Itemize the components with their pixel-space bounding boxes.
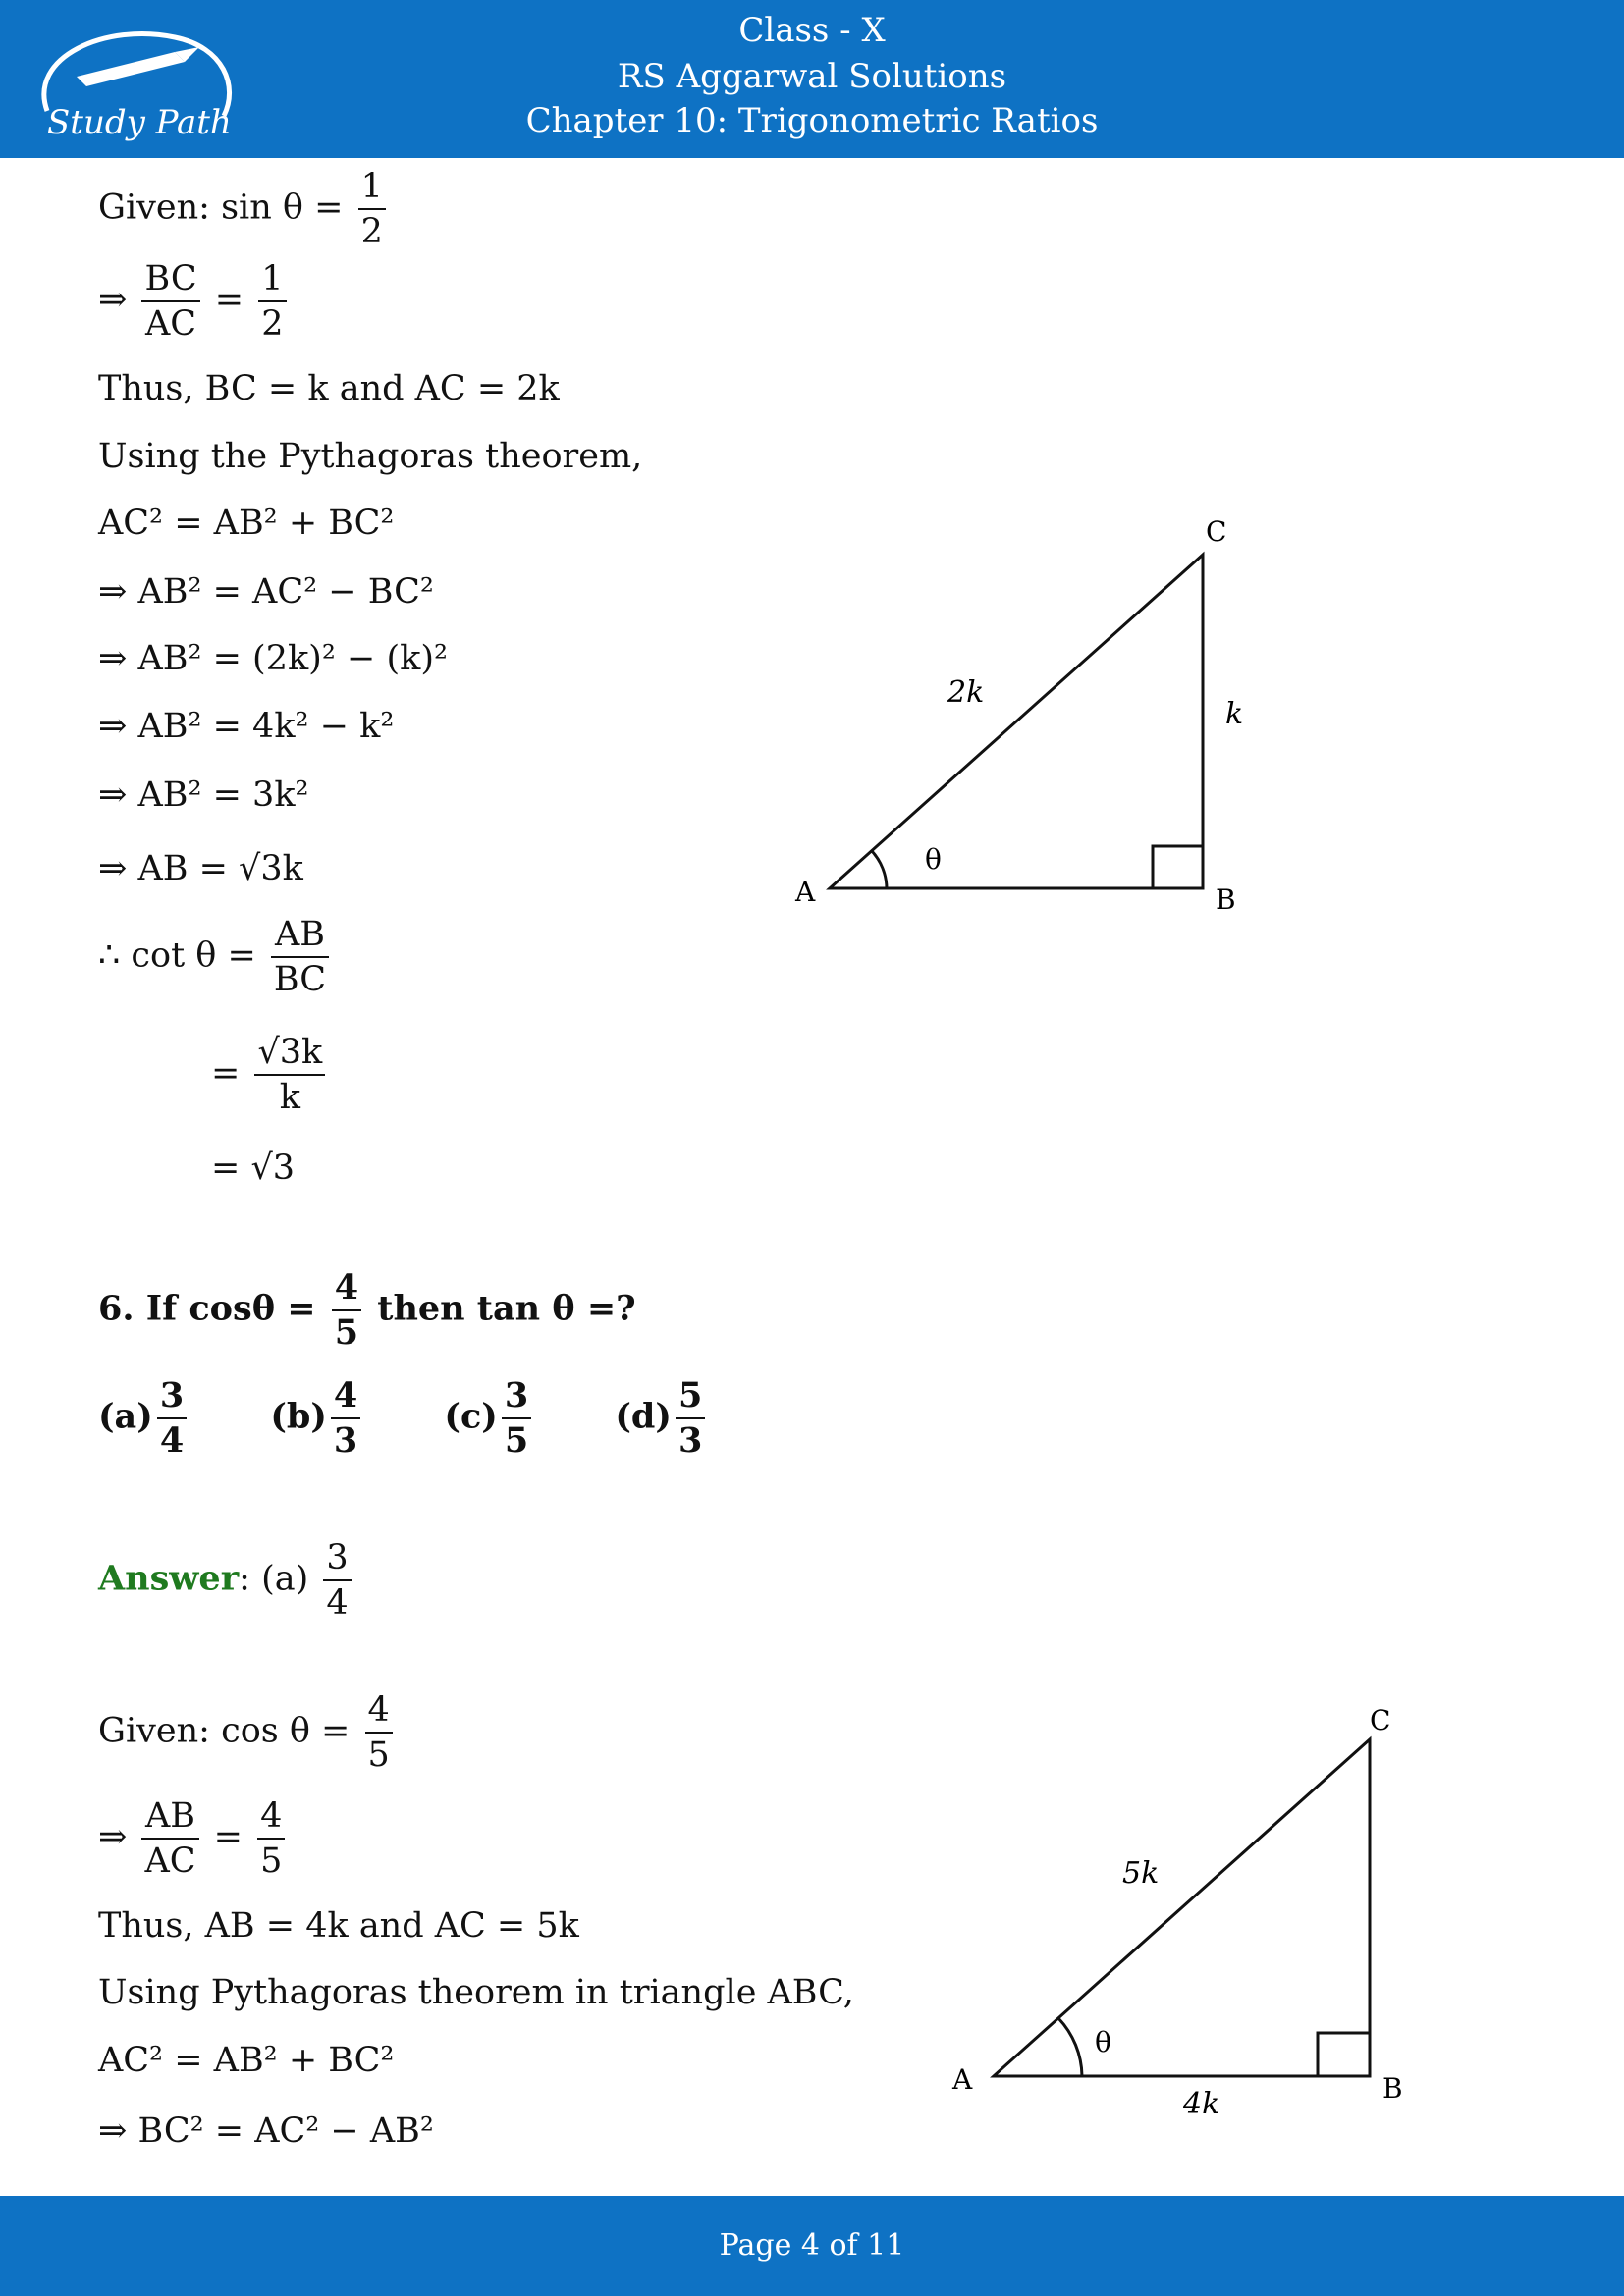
q6-using: Using Pythagoras theorem in triangle ABC, bbox=[98, 1973, 854, 2012]
q5-eq6: ⇒ AB = √3k bbox=[98, 849, 303, 888]
option-c: (c) $\frac{3}{5}$ bbox=[444, 1374, 535, 1463]
q5-eq5: ⇒ AB² = 3k² bbox=[98, 775, 309, 815]
vertex-b-label: B bbox=[1216, 883, 1236, 916]
option-a: (a) $\frac{3}{4}$ bbox=[98, 1374, 190, 1463]
page-number: Page 4 of 11 bbox=[719, 2228, 905, 2263]
angle-theta-label: θ bbox=[925, 843, 942, 876]
q5-given: Given: sin θ = $\frac{1}{2}$ bbox=[98, 165, 390, 253]
question-6-options bbox=[98, 1374, 778, 1463]
q5-eq2: ⇒ AB² = AC² − BC² bbox=[98, 572, 434, 612]
triangle-diagram-2 bbox=[943, 1693, 1414, 2135]
page-footer bbox=[0, 2196, 1624, 2296]
vertex-c-label: C bbox=[1370, 1704, 1391, 1736]
page-header bbox=[0, 0, 1624, 158]
q5-cot-step2: = $\frac{√3k}{k}$ bbox=[211, 1031, 329, 1119]
question-6-stem: 6. If cosθ = $\frac{4}{5}$ then tan θ =? bbox=[98, 1267, 636, 1353]
option-b: (b) $\frac{4}{3}$ bbox=[270, 1374, 364, 1463]
q5-eq1: AC² = AB² + BC² bbox=[98, 504, 395, 543]
q6-given: Given: cos θ = $\frac{4}{5}$ bbox=[98, 1688, 397, 1777]
q6-thus: Thus, AB = 4k and AC = 5k bbox=[98, 1906, 579, 1946]
adjacent-side-label: 4k bbox=[1183, 2087, 1220, 2121]
answer-6: Answer: (a) $\frac{3}{4}$ bbox=[98, 1536, 355, 1625]
hypotenuse-label: 5k bbox=[1122, 1856, 1160, 1891]
q5-eq3: ⇒ AB² = (2k)² − (k)² bbox=[98, 639, 448, 678]
q5-thus: Thus, BC = k and AC = 2k bbox=[98, 369, 560, 408]
option-d: (d) $\frac{5}{3}$ bbox=[615, 1374, 709, 1463]
triangle-diagram-1 bbox=[776, 506, 1267, 937]
logo-text: Study Path bbox=[47, 103, 232, 142]
q6-eq1: AC² = AB² + BC² bbox=[98, 2041, 395, 2080]
q5-cot: ∴ cot θ = $\frac{AB}{BC}$ bbox=[98, 913, 333, 1001]
q5-cot-result: = √3 bbox=[211, 1148, 296, 1188]
header-book: RS Aggarwal Solutions bbox=[617, 57, 1007, 96]
vertex-c-label: C bbox=[1206, 515, 1227, 548]
q6-ratio: ⇒ $\frac{AB}{AC}$ = $\frac{4}{5}$ bbox=[98, 1794, 289, 1883]
q5-ratio: ⇒ $\frac{BC}{AC}$ = $\frac{1}{2}$ bbox=[98, 257, 291, 346]
header-class: Class - X bbox=[738, 11, 886, 50]
hypotenuse-label: 2k bbox=[947, 675, 985, 710]
vertex-b-label: B bbox=[1382, 2072, 1403, 2105]
q6-eq2: ⇒ BC² = AC² − AB² bbox=[98, 2111, 434, 2151]
angle-theta-label: θ bbox=[1095, 2026, 1111, 2058]
opposite-side-label: k bbox=[1225, 697, 1244, 731]
q5-using: Using the Pythagoras theorem, bbox=[98, 437, 643, 476]
vertex-a-label: A bbox=[795, 876, 816, 908]
vertex-a-label: A bbox=[952, 2063, 973, 2096]
q5-eq4: ⇒ AB² = 4k² − k² bbox=[98, 707, 395, 746]
header-chapter: Chapter 10: Trigonometric Ratios bbox=[525, 101, 1099, 140]
